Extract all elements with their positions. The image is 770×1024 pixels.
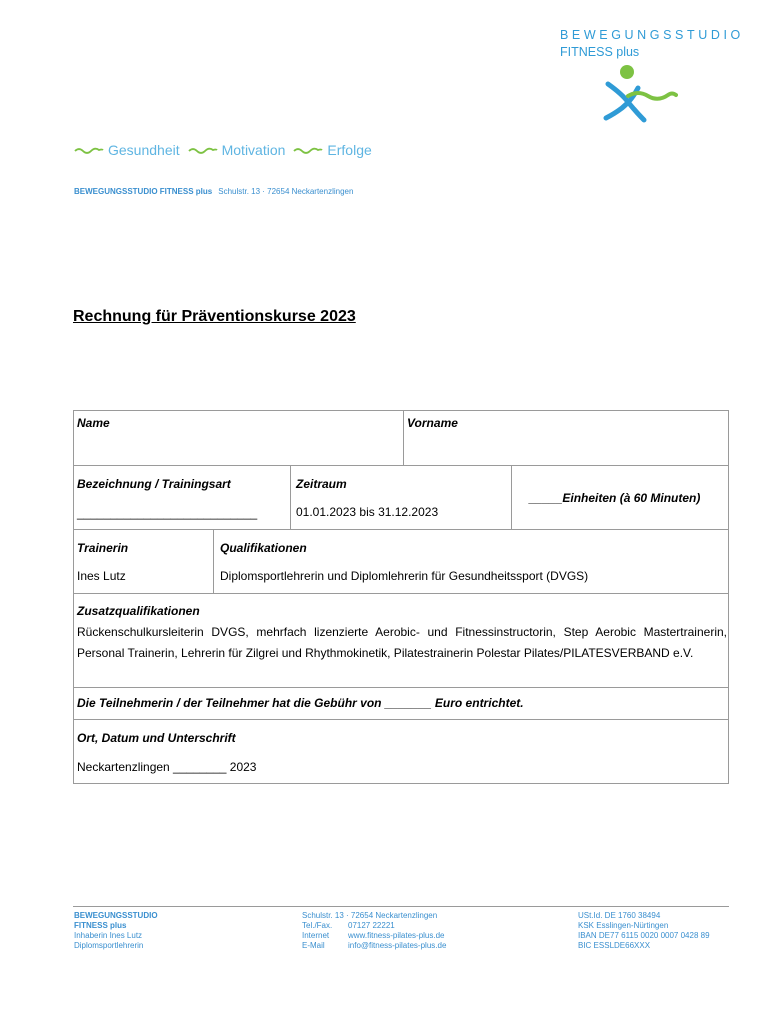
wave-icon <box>188 146 218 154</box>
col-divider <box>213 529 214 593</box>
footer-contact-key: E-Mail <box>302 941 325 950</box>
footer-contact <box>302 911 446 951</box>
name-label: Name <box>77 416 110 430</box>
footer-company <box>74 911 158 951</box>
footer-bank <box>578 911 710 951</box>
ort-label: Ort, Datum und Unterschrift <box>77 731 236 745</box>
footer-address: Schulstr. 13 · 72654 Neckartenzlingen <box>302 911 438 920</box>
slogan-item <box>188 142 286 158</box>
brand-name-line1: BEWEGUNGSSTUDIO <box>560 28 744 42</box>
sender-line <box>74 187 353 196</box>
col-divider <box>511 465 512 529</box>
footer-contact-row <box>302 921 446 931</box>
zeitraum-label: Zeitraum <box>296 477 347 491</box>
row-divider <box>74 687 728 688</box>
row-divider <box>74 529 728 530</box>
row-divider <box>74 465 728 466</box>
footer-contact-row <box>302 941 446 951</box>
document-title: Rechnung für Präventionskurse 2023 <box>73 308 356 325</box>
trainerin-label: Trainerin <box>77 541 129 555</box>
slogan-text: Motivation <box>221 142 286 158</box>
invoice-form <box>73 410 729 784</box>
einheiten-label: _____Einheiten (à 60 Minuten) <box>529 491 701 505</box>
wave-icon <box>293 146 323 154</box>
zeitraum-value: 01.01.2023 bis 31.12.2023 <box>296 505 439 519</box>
slogan-item <box>74 142 180 158</box>
footer-owner-title: Diplomsportlehrerin <box>74 941 144 950</box>
footer-company-name: BEWEGUNGSSTUDIO <box>74 911 158 920</box>
sender-address: Schulstr. 13 · 72654 Neckartenzlingen <box>218 187 354 196</box>
slogan <box>74 141 380 159</box>
footer-owner: Inhaberin Ines Lutz <box>74 931 143 940</box>
zusatz-value: Rückenschulkursleiterin DVGS, mehrfach lizenzierte Aerobic- und Fitnessinstructorin, Step Aerobic Mastertrainerin, Personal Trainerin, Lehrerin für Zilgrei und Rhythmokinetik, Pilatestrainerin Polestar Pilates/PILATESVERBAND e.V. <box>77 625 727 660</box>
qualifikationen-value: Diplomsportlehrerin und Diplomlehrerin für Gesundheitssport (DVGS) <box>220 569 589 583</box>
slogan-item <box>293 142 371 158</box>
bezeichnung-label: Bezeichnung / Trainingsart <box>77 477 231 491</box>
footer-company-name-2: FITNESS plus <box>74 921 127 930</box>
footer-contact-row <box>302 931 446 941</box>
sender-name: BEWEGUNGSSTUDIO FITNESS plus <box>74 187 213 196</box>
footer-iban: IBAN DE77 6115 0020 0007 0428 89 <box>578 931 710 940</box>
footer-contact-value: www.fitness-pilates-plus.de <box>348 931 445 940</box>
bezeichnung-blank: ___________________________ <box>77 506 258 520</box>
row-divider <box>74 593 728 594</box>
footer-vat-id: USt.Id. DE 1760 38494 <box>578 911 661 920</box>
brand-name-line2: FITNESS plus <box>560 45 640 59</box>
slogan-text: Gesundheit <box>108 142 180 158</box>
row-divider <box>74 719 728 720</box>
trainerin-value: Ines Lutz <box>77 569 126 583</box>
col-divider <box>290 465 291 529</box>
footer-contact-value: 07127 22221 <box>348 921 395 930</box>
footer-contact-key: Internet <box>302 931 330 940</box>
col-divider <box>403 411 404 465</box>
footer-divider <box>73 906 729 907</box>
slogan-text: Erfolge <box>327 142 372 158</box>
dancing-figure-icon <box>598 62 678 129</box>
wave-icon <box>74 146 104 154</box>
footer-bic: BIC ESSLDE66XXX <box>578 941 651 950</box>
qualifikationen-label: Qualifikationen <box>220 541 307 555</box>
gebuehr-text: Die Teilnehmerin / der Teilnehmer hat die Gebühr von _______ Euro entrichtet. <box>77 696 524 710</box>
ort-value: Neckartenzlingen ________ 2023 <box>77 760 257 774</box>
footer-contact-value: info@fitness-pilates-plus.de <box>348 941 447 950</box>
footer-contact-key: Tel./Fax. <box>302 921 333 930</box>
zusatz-label: Zusatzqualifikationen <box>77 604 200 618</box>
footer-bank-name: KSK Esslingen-Nürtingen <box>578 921 669 930</box>
vorname-label: Vorname <box>407 416 458 430</box>
